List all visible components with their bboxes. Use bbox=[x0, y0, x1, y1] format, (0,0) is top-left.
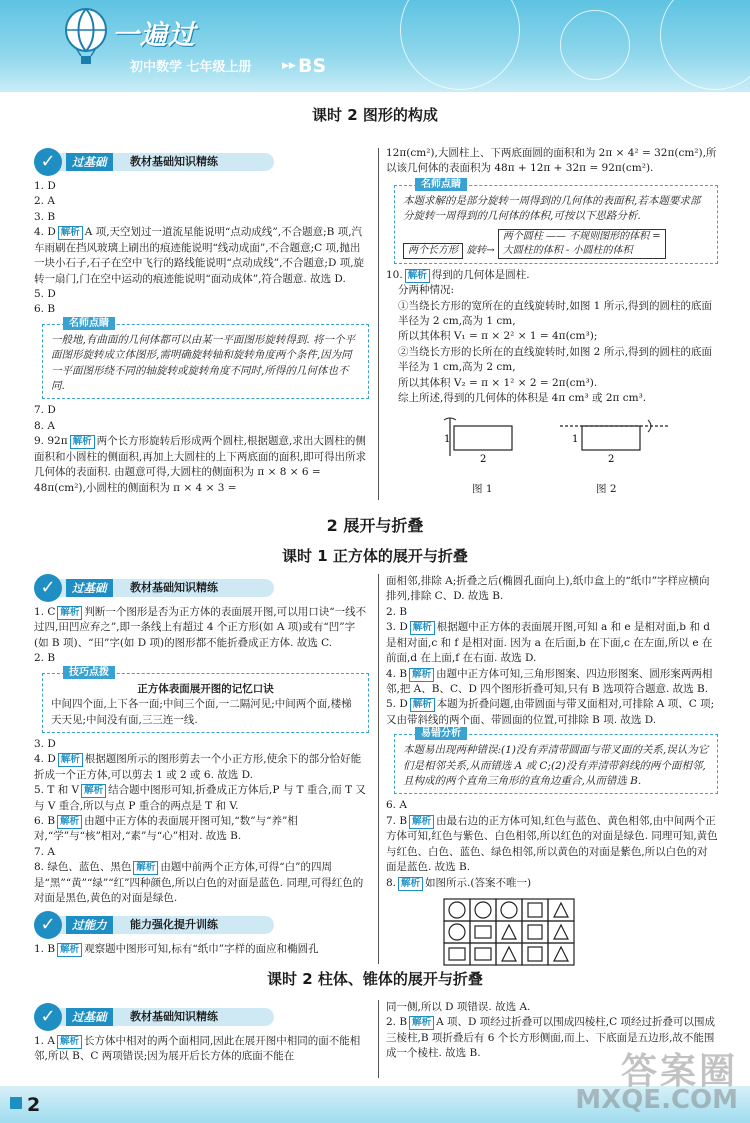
tip-label: 名师点睛 bbox=[415, 178, 467, 191]
lesson-title: 课时 2 图形的构成 bbox=[312, 106, 438, 124]
analysis-tag: 解析 bbox=[57, 815, 82, 829]
banner-name: 过基础 bbox=[66, 153, 113, 171]
analysis-tag: 解析 bbox=[57, 1035, 82, 1049]
analysis-tag: 解析 bbox=[405, 269, 430, 283]
analysis-tag: 解析 bbox=[409, 668, 434, 682]
banner-name: 过基础 bbox=[66, 579, 113, 597]
column-divider bbox=[378, 1000, 379, 1078]
flow-box-text: 大圆柱的体积 - 小圆柱的体积 bbox=[502, 244, 633, 256]
analysis-text: A 项,天空划过一道流星能说明“点动成线”,不合题意;B 项,汽车雨刷在挡风玻璃上刷出的痕迹能说明“线动成面”,不合题意;C 项,抛出一块小石子,石子在空中飞行的路线能说明“点动成线”,不合题意;D 项,旋转一扇门,门在空中运动的痕迹能说明“面动成体”,符合题意. 故选 D. bbox=[34, 226, 365, 285]
answer-with-analysis bbox=[386, 697, 718, 728]
analysis-text: 由题中前两个正方体,可得“白”的四周是“黑”“黄”“绿”“红”四种颜色,所以白色的对面是蓝色. 同理,可得红色的对面是黑色,黄色的对面是绿色. bbox=[34, 861, 364, 905]
check-icon: ✓ bbox=[34, 911, 62, 939]
lesson-title: 课时 1 正方体的展开与折叠 bbox=[282, 547, 468, 565]
analysis-tag: 解析 bbox=[81, 784, 106, 798]
page-number bbox=[10, 1092, 40, 1120]
fig2-dim-width: 2 bbox=[608, 454, 615, 466]
answer-with-analysis bbox=[34, 814, 369, 845]
analysis-text: 得到的几何体是圆柱. bbox=[431, 268, 530, 281]
banner-name: 过能力 bbox=[66, 916, 113, 934]
answer: 2. B bbox=[34, 652, 56, 665]
answer: 5. D bbox=[34, 287, 56, 300]
answer-number: 8. 绿色、蓝色、黑色 bbox=[34, 861, 132, 874]
error-box bbox=[394, 728, 718, 794]
analysis-tag: 解析 bbox=[58, 753, 83, 767]
arrows-icon: ▶▶ bbox=[282, 61, 296, 71]
edition-label: BS bbox=[298, 55, 327, 77]
flow-box: 两个长方形 bbox=[403, 243, 463, 259]
banner-desc: 教材基础知识精练 bbox=[130, 155, 218, 168]
banner-desc: 教材基础知识精练 bbox=[130, 1010, 218, 1023]
banner-basic bbox=[34, 148, 369, 176]
tip-label: 名师点睛 bbox=[63, 317, 115, 330]
tip-box bbox=[394, 178, 718, 264]
answer-number: 6. B bbox=[34, 815, 56, 828]
analysis-tag: 解析 bbox=[398, 877, 423, 891]
figure2-caption: 图 2 bbox=[596, 483, 617, 496]
analysis-tag: 解析 bbox=[58, 226, 83, 240]
answer-with-analysis bbox=[386, 620, 718, 666]
cube-net-answer-figure bbox=[442, 897, 582, 969]
banner-desc: 能力强化提升训练 bbox=[130, 917, 218, 931]
fig2-dim-height: 1 bbox=[572, 434, 579, 446]
column-divider bbox=[378, 148, 379, 500]
header-doodle bbox=[660, 0, 750, 90]
analysis-text: 如图所示.(答案不唯一) bbox=[425, 876, 532, 889]
analysis-text: 结合题中图形可知,折叠成正方体后,P 与 T 重合,而 T 又与 V 重合,所以与点 P 重合的两点是 T 和 V. bbox=[34, 784, 366, 812]
analysis-tag: 解析 bbox=[57, 943, 82, 957]
answer-number: 2. B bbox=[386, 1016, 408, 1029]
banner-basic bbox=[34, 574, 369, 602]
section-title: 2 展开与折叠 bbox=[326, 516, 424, 535]
lesson-title: 课时 2 柱体、锥体的展开与折叠 bbox=[267, 970, 483, 988]
analysis-text: 由题中正方体的表面展开图可知,“数”与“养”相对,“学”与“核”相对,“素”与“心”相对. 故选 B. bbox=[34, 815, 298, 843]
answer-with-analysis bbox=[34, 225, 369, 287]
analysis-tag: 解析 bbox=[133, 861, 158, 875]
answer-with-analysis bbox=[34, 783, 369, 814]
banner-desc: 教材基础知识精练 bbox=[130, 581, 218, 594]
analysis-text: 判断一个图形是否为正方体的表面展开图,可以用口诀“一线不过四,田凹应弃之”,即一条线上有超过 4 个正方形(如 A 项)或有“凹”字(如 B 项)、“田”字(如 D 项)的图形都不能折叠成正方体. 故选 C. bbox=[34, 606, 367, 649]
analysis-tag: 解析 bbox=[70, 435, 95, 449]
answer-with-analysis bbox=[386, 876, 718, 891]
analysis-text: 根据题中正方体的表面展开图,可知 a 和 e 是相对面,b 和 d 是相对面,c 和 f 是相对面. 因为 a 在后面,b 在下面,c 在左面,所以 e 在前面,d 在上面,f 在右面. 故选 D. bbox=[386, 621, 713, 665]
tip-text: 本题求解的是部分旋转一周得到的几何体的表面积,若本题要求部分旋转一周得到的几何体的体积,可按以下思路分析. bbox=[403, 194, 701, 223]
flow-arrow-label: 旋转 bbox=[466, 244, 487, 256]
analysis-text: 由题中正方体可知,三角形图案、四边形图案、圆形案两两相邻,把 A、B、C、D 四个图形折叠可知,只有 B 选项符合题意. 故选 B. bbox=[386, 667, 713, 695]
answer: 2. A bbox=[34, 195, 55, 208]
answer-number: 9. 92π bbox=[34, 435, 68, 448]
answer-number: 5. D bbox=[386, 698, 408, 711]
brand-title: 一遍过 bbox=[112, 20, 196, 51]
answer-with-analysis bbox=[34, 434, 369, 496]
error-label: 易错分析 bbox=[415, 727, 467, 740]
solution-line: 所以其体积 V₁ = π × 2² × 1 = 4π(cm³); bbox=[398, 330, 598, 343]
answer-with-analysis bbox=[386, 667, 718, 698]
analysis-text: 由最右边的正方体可知,红色与蓝色、黄色相邻,由中间两个正方体可知,红色与紫色、白色相邻,所以红色的对面是绿色. 同理可知,黄色与红色、白色、蓝色、绿色相邻,所以黄色的对面是紫色,所以白色的对面是蓝色. 故选 B. bbox=[386, 814, 718, 874]
answer: 6. B bbox=[34, 303, 56, 316]
answer-with-analysis bbox=[386, 814, 718, 876]
banner-name: 过基础 bbox=[66, 1008, 113, 1026]
answer-with-analysis bbox=[34, 605, 369, 651]
answer-number: 4. B bbox=[386, 667, 408, 680]
book-subtitle: 初中数学 七年级上册 bbox=[130, 60, 252, 75]
answer: 7. D bbox=[34, 404, 56, 417]
tip-box bbox=[42, 317, 369, 400]
answer-number: 1. C bbox=[34, 606, 56, 618]
solution-line: 综上所述,得到的几何体的体积是 4π cm³ 或 2π cm³. bbox=[398, 392, 647, 405]
header-doodle bbox=[560, 10, 630, 80]
analysis-text: 观察题中图形可知,标有“纸巾”字样的面应和椭圆孔 bbox=[84, 942, 319, 955]
page-number-text: 2 bbox=[27, 1094, 41, 1116]
answer-number: 4. D bbox=[34, 226, 56, 239]
answer: 7. A bbox=[34, 845, 55, 858]
solution-line: 所以其体积 V₂ = π × 1² × 2 = 2π(cm³). bbox=[398, 376, 598, 389]
section2-left-column bbox=[34, 574, 369, 957]
watermark-cn: 答案圈 bbox=[620, 1051, 738, 1092]
trick-title: 正方体表面展开图的记忆口诀 bbox=[137, 682, 274, 695]
continued-text: 面相邻,排除 A;折叠之后(椭圆孔面向上),纸巾盒上的“纸巾”字样应横向排列,排除 C、D. 故选 B. bbox=[386, 575, 710, 603]
solution-line: 分两种情况: bbox=[398, 284, 455, 297]
answer-with-analysis bbox=[34, 860, 369, 906]
answer: 3. B bbox=[34, 210, 56, 223]
answer-number: 1. A bbox=[34, 1035, 55, 1047]
check-icon: ✓ bbox=[34, 574, 62, 602]
analysis-text: 长方体中相对的两个面相同,因此在展开图中相同的面不能相邻,所以 B、C 两项错误;因为展开后长方体的底面不能在 bbox=[34, 1035, 361, 1063]
section3-left-column bbox=[34, 1003, 369, 1065]
trick-label: 技巧点拨 bbox=[63, 666, 115, 679]
analysis-tag: 解析 bbox=[409, 1016, 434, 1030]
check-icon: ✓ bbox=[34, 1003, 62, 1031]
section1-right-column bbox=[386, 146, 718, 520]
answer-with-analysis bbox=[34, 1034, 369, 1065]
answer: 8. A bbox=[34, 419, 55, 432]
answer-number: 3. D bbox=[386, 621, 408, 634]
analysis-text: 本题为折叠问题,由带圆面与带叉面相对,可排除 A 项、C 项;又由带斜线的两个面、带圆面的位置,可排除 B 项. 故选 D. bbox=[386, 698, 715, 726]
tip-text: 一般地,有曲面的几何体都可以由某一平面图形旋转得到. 将一个平面图形旋转成立体图形,需明确旋转轴和旋转角度两个条件,因为同一平面图形绕不同的轴旋转或旋转角度不同时,所得的几何体也不同. bbox=[51, 333, 356, 393]
trick-box bbox=[42, 666, 369, 733]
answer-number: 8. bbox=[386, 876, 397, 889]
figure2-rectangle bbox=[558, 416, 678, 476]
figure1-rectangle bbox=[442, 416, 552, 476]
analysis-tag: 解析 bbox=[57, 606, 82, 620]
continued-text: 同一侧,所以 D 项错误. 故选 A. bbox=[386, 1001, 531, 1013]
header-doodle bbox=[400, 0, 520, 90]
answer: 2. B bbox=[386, 605, 408, 618]
column-divider bbox=[378, 574, 379, 964]
balloon-icon bbox=[62, 8, 110, 66]
answer: 6. A bbox=[386, 799, 407, 812]
trick-text: 中间四个面,上下各一面;中间三个面,一二隔河见;中间两个面,楼梯天天见;中间没有面,三三连一线. bbox=[51, 698, 352, 726]
section2-right-column bbox=[386, 574, 718, 974]
figure1-caption: 图 1 bbox=[472, 483, 493, 496]
answer: 1. D bbox=[34, 180, 56, 192]
flow-box-text: 不规则图形的体积 = bbox=[569, 230, 661, 242]
answer-number: 10. bbox=[386, 268, 403, 281]
banner-basic bbox=[34, 1003, 369, 1031]
answer-number: 4. D bbox=[34, 753, 56, 766]
figures bbox=[386, 410, 718, 520]
check-icon: ✓ bbox=[34, 148, 62, 176]
answer-number: 5. T 和 V bbox=[34, 784, 80, 797]
fig1-dim-height: 1 bbox=[444, 434, 451, 446]
solution-line: ①当绕长方形的宽所在的直线旋转时,如图 1 所示,得到的圆柱的底面半径为 2 cm,高为 1 cm, bbox=[398, 299, 713, 327]
section1-left-column bbox=[34, 148, 369, 496]
flow-box: 两个圆柱 —— 不规则图形的体积 = 大圆柱的体积 - 小圆柱的体积 bbox=[498, 229, 666, 259]
answer-with-analysis bbox=[34, 942, 369, 957]
fig1-dim-width: 2 bbox=[480, 454, 487, 466]
flow-diagram: 两个长方形 旋转→ 两个圆柱 —— 不规则图形的体积 = 大圆柱的体积 - 小圆柱的体积 bbox=[403, 229, 709, 259]
analysis-tag: 解析 bbox=[410, 698, 435, 712]
analysis-text: A 项、D 项经过折叠可以围成四棱柱,C 项经过折叠可以围成三棱柱,B 项折叠后有 6 个长方形侧面,而上、下底面是五边形,故不能围成一个棱柱. 故选 B. bbox=[386, 1016, 715, 1060]
analysis-tag: 解析 bbox=[409, 815, 434, 829]
banner-ability bbox=[34, 911, 369, 939]
answer: 3. D bbox=[34, 737, 56, 750]
continued-text: 12π(cm²),大圆柱上、下两底面圆的面积和为 2π × 4² = 32π(cm²),所以该几何体的表面积为 48π + 12π + 32π = 92π(cm²). bbox=[386, 147, 717, 175]
error-text: 本题易出现两种错误:(1)没有弄清带圆面与带叉面的关系,误认为它们是相邻关系,从而错选 A 或 C;(2)没有弄清带斜线的两个面相邻,且构成的两个直角三角形的直角边重合,从而错选 B. bbox=[403, 744, 709, 788]
answer-number: 7. B bbox=[386, 814, 408, 827]
watermark-en: MXQE.COM bbox=[575, 1085, 738, 1115]
answer-with-analysis bbox=[386, 268, 718, 283]
answer-with-analysis bbox=[34, 752, 369, 783]
page-marker-icon bbox=[10, 1097, 22, 1109]
analysis-text: 两个长方形旋转后形成两个圆柱,根据题意,求出大圆柱的侧面积和小圆柱的侧面积,再加上大圆柱的上下两底面的面积,即可得出所求几何体的表面积. 由题意可得,大圆柱的侧面积为 π × 8 × 6 = 48π(cm²),小圆柱的侧面积为 π × 4 × 3 = bbox=[34, 435, 367, 494]
page-header bbox=[0, 0, 750, 92]
answer-number: 1. B bbox=[34, 942, 56, 955]
analysis-tag: 解析 bbox=[410, 621, 435, 635]
analysis-text: 根据题图所示的图形剪去一个小正方形,使余下的部分恰好能折成一个正方体,可以剪去 1 或 2 或 6. 故选 D. bbox=[34, 753, 362, 781]
flow-box-text: 两个圆柱 bbox=[502, 230, 543, 242]
solution-line: ②当绕长方形的长所在的直线旋转时,如图 2 所示,得到的圆柱的底面半径为 1 cm,高为 2 cm, bbox=[398, 345, 713, 374]
watermark bbox=[575, 1051, 738, 1115]
